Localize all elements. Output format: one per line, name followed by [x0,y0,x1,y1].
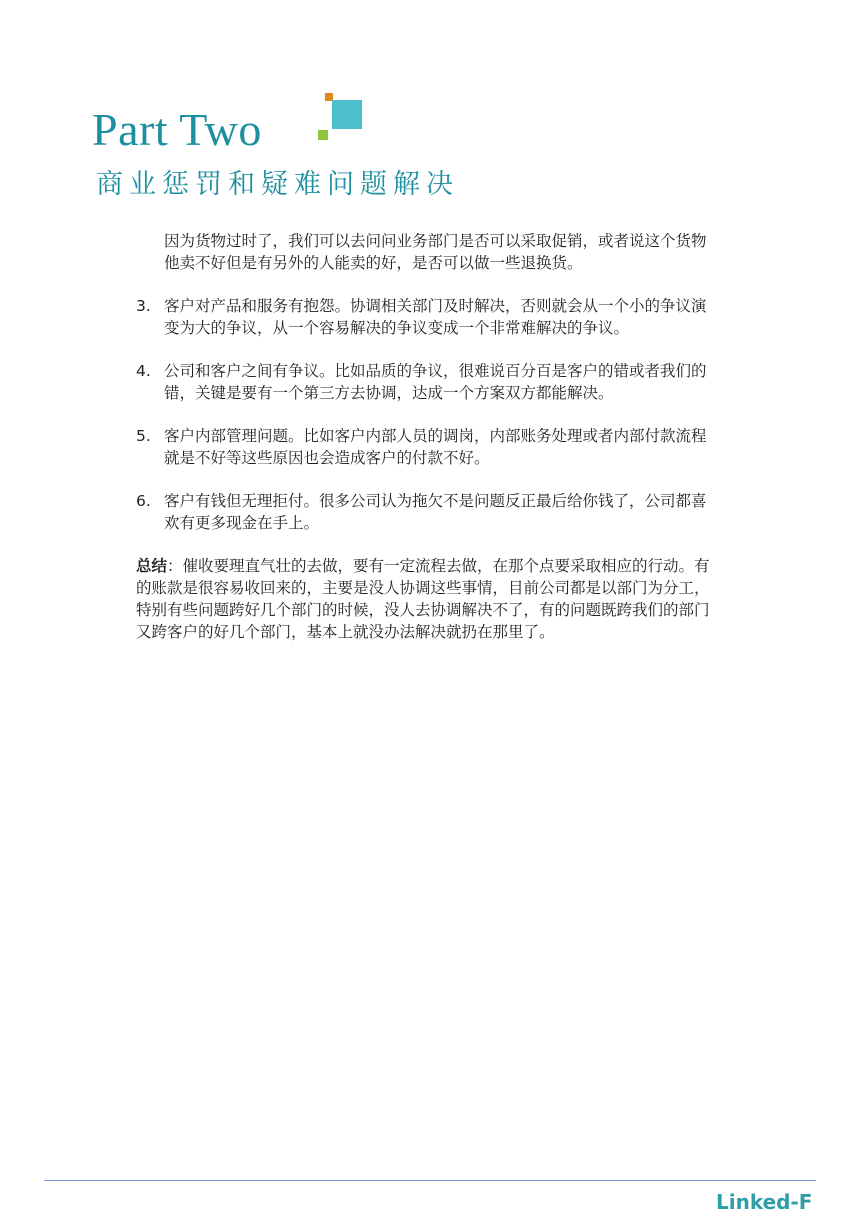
part-title: Part Two [92,104,262,155]
summary-paragraph [136,555,716,643]
list-number: 3. [136,297,151,315]
list-number: 5. [136,427,151,445]
list-text: 公司和客户之间有争议。比如品质的争议，很难说百分百是客户的错或者我们的错，关键是要有一个第三方去协调，达成一个方案双方都能解决。 [164,362,707,402]
list-item [136,425,716,469]
list-text: 客户有钱但无理拒付。很多公司认为拖欠不是问题反正最后给你钱了，公司都喜欢有更多现金在手上。 [164,492,707,532]
footer-divider [44,1180,816,1181]
body-content [136,230,716,659]
summary-text: ：催收要理直气壮的去做，要有一定流程去做，在那个点要采取相应的行动。有的账款是很容易收回来的，主要是没人协调这些事情，目前公司都是以部门为分工，特别有些问题跨好几个部门的时候，没人去协调解决不了，有的问题既跨我们的部门又跨客户的好几个部门，基本上就没办法解决就扔在那里了。 [136,557,710,641]
decor-square-green [318,130,328,140]
decor-square-teal [332,100,362,129]
summary-label: 总结 [136,557,168,575]
intro-paragraph: 因为货物过时了，我们可以去问问业务部门是否可以采取促销，或者说这个货物他卖不好但是有另外的人能卖的好，是否可以做一些退换货。 [164,232,707,272]
section-title: 商业惩罚和疑难问题解决 [96,169,459,200]
list-number: 6. [136,492,151,510]
list-text: 客户对产品和服务有抱怨。协调相关部门及时解决，否则就会从一个小的争议演变为大的争议，从一个容易解决的争议变成一个非常难解决的争议。 [164,297,707,337]
brand-logo: Linked-F [716,1190,813,1214]
list-number: 4. [136,362,151,380]
list-item [136,295,716,339]
list-item [136,360,716,404]
list-item [136,490,716,534]
list-text: 客户内部管理问题。比如客户内部人员的调岗，内部账务处理或者内部付款流程就是不好等这些原因也会造成客户的付款不好。 [164,427,707,467]
